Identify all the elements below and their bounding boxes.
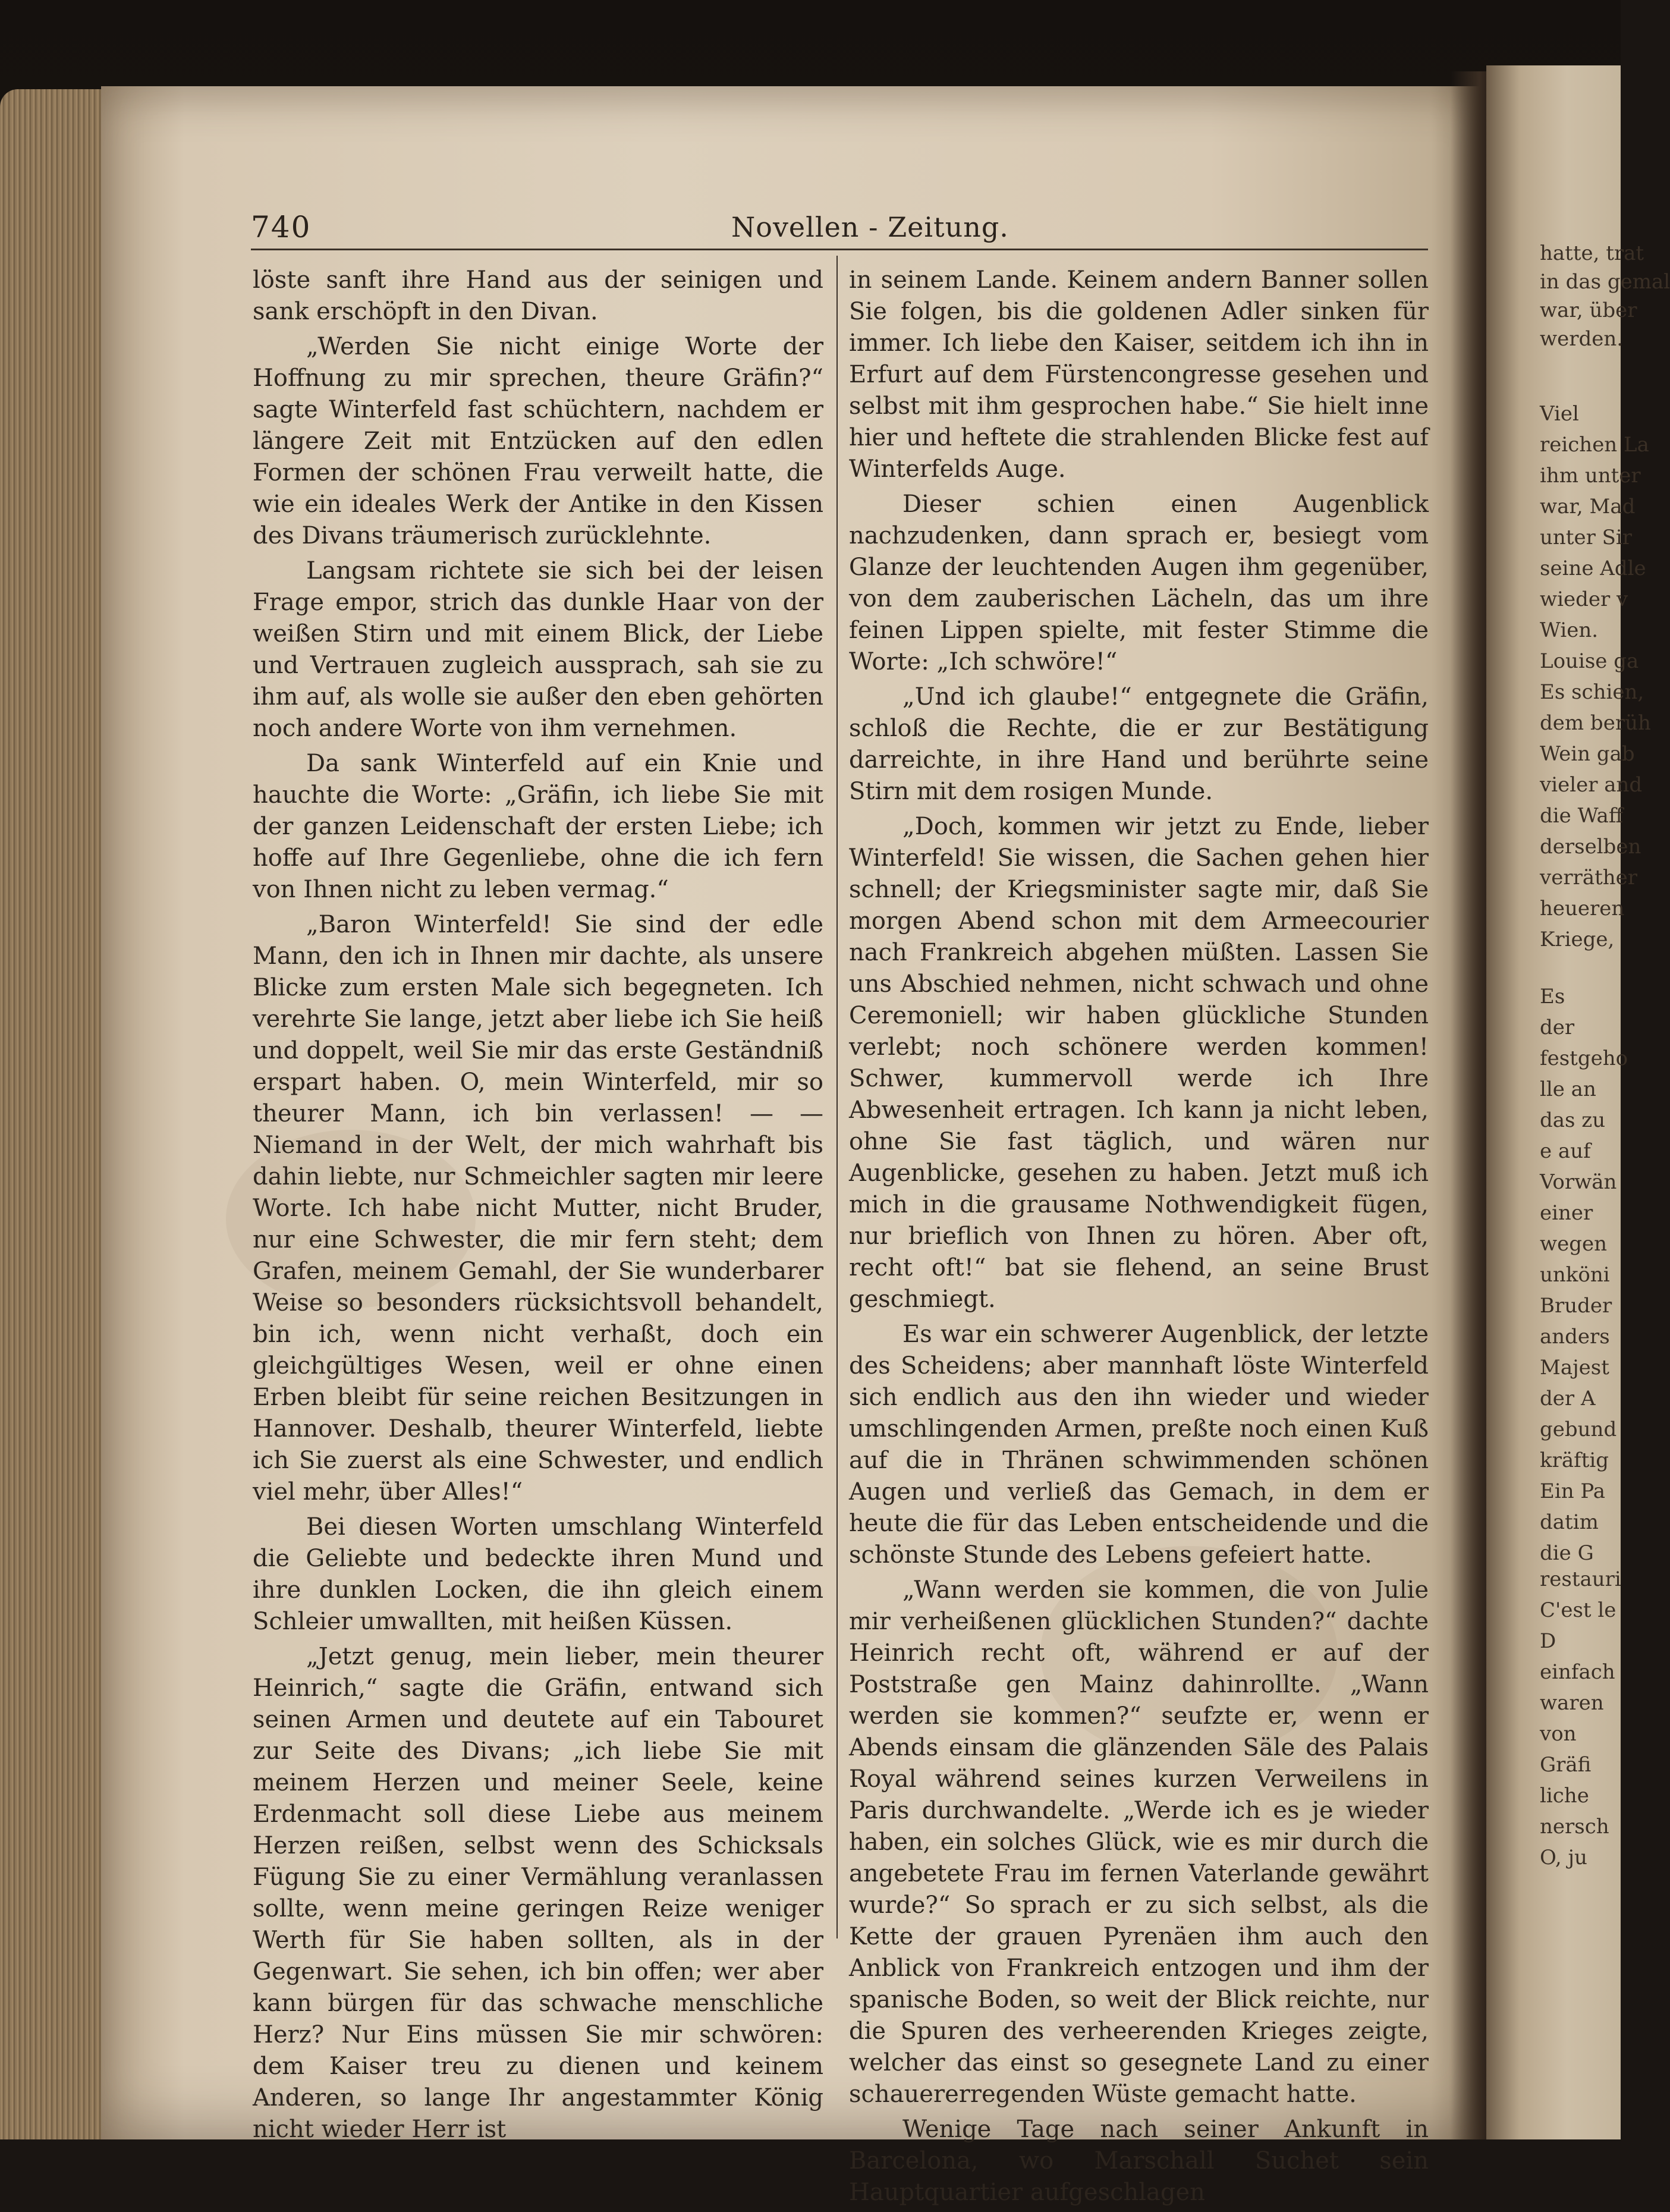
column-divider xyxy=(836,256,838,1938)
adjacent-page-fragment: wieder v xyxy=(1540,587,1628,611)
header-rule xyxy=(251,249,1428,250)
adjacent-page-fragment: der xyxy=(1540,1016,1575,1039)
adjacent-page-fragment: Majest xyxy=(1540,1356,1609,1380)
adjacent-page-fragment: Kriege, xyxy=(1540,928,1615,951)
adjacent-page-fragment: Wien. xyxy=(1540,618,1599,642)
adjacent-page-fragment: waren xyxy=(1540,1691,1604,1715)
adjacent-page-fragment: Bruder xyxy=(1540,1294,1612,1318)
adjacent-page-fragment: war, über xyxy=(1540,299,1637,322)
adjacent-page-fragment: liche xyxy=(1540,1784,1589,1808)
adjacent-page-fragment: von xyxy=(1540,1722,1577,1746)
paragraph: „Jetzt genug, mein lieber, mein theurer Heinrich,“ sagte die Gräfin, entwand sich seinen Armen und deutete auf ein Tabouret zur Seite des Divans; „ich liebe Sie mit meinem Herzen und meiner Seele, keine Erdenmacht soll diese Liebe aus meinem Herzen reißen, selbst wenn des Schicksals Fügung Sie zu einer Vermählung veranlassen sollte, wenn meine geringen Reize weniger Werth für Sie haben sollten, als in der Gegenwart. Sie sehen, ich bin offen; wer aber kann bürgen für das schwache menschliche Herz? Nur Eins müssen Sie mir schwören: dem Kaiser treu zu dienen und keinem Anderen, so lange Ihr angestammter König nicht wieder Herr ist xyxy=(253,1643,823,2143)
paragraph: „Doch, kommen wir jetzt zu Ende, lieber Winterfeld! Sie wissen, die Sachen gehen hier schnell; der Kriegsminister sagte mir, daß Sie morgen Abend schon mit dem Armeecourier nach Frankreich abgehen müßten. Lassen Sie uns Abschied nehmen, nicht schwach und ohne Ceremoniell; wir haben glückliche Stunden verlebt; noch schönere werden kommen! Schwer, kummervoll werde ich Ihre Abwesenheit ertragen. Ich kann ja nicht leben, ohne Sie fast täglich, und wären nur Augenblicke, gesehen zu haben. Jetzt muß ich mich in die grausame Nothwendigkeit fügen, nur brieflich von Ihnen zu hören. Aber oft, recht oft!“ bat sie flehend, an seine Brust geschmiegt. xyxy=(849,813,1429,1313)
adjacent-page-fragment: Es schien, xyxy=(1540,680,1644,704)
adjacent-page-fragment: dem berüh xyxy=(1540,711,1651,735)
running-title: Novellen - Zeitung. xyxy=(731,211,1009,243)
adjacent-page-fragment: e auf xyxy=(1540,1139,1591,1163)
adjacent-page-fragment: in das gemal xyxy=(1540,270,1670,294)
left-column xyxy=(253,265,823,2149)
adjacent-page-fragment: nersch xyxy=(1540,1815,1609,1839)
adjacent-page-fragment: Louise ga xyxy=(1540,649,1639,673)
paragraph: „Und ich glaube!“ entgegnete die Gräfin, schloß die Rechte, die er zur Bestätigung darreichte, in ihre Hand und berührte seine Stirn mit dem rosigen Munde. xyxy=(849,683,1429,805)
paragraph: Es war ein schwerer Augenblick, der letzte des Scheidens; aber mannhaft löste Winterfeld sich endlich aus den ihn wieder und wieder umschlingenden Armen, preßte noch einen Kuß auf die in Thränen schwimmenden schönen Augen und verließ das Gemach, in dem er heute die für das Leben entscheidende und die schönste Stunde des Lebens gefeiert hatte. xyxy=(849,1321,1429,1569)
paragraph: „Werden Sie nicht einige Worte der Hoffnung zu mir sprechen, theure Gräfin?“ sagte Winterfeld fast schüchtern, nachdem er längere Zeit mit Entzücken auf den edlen Formen der schönen Frau verweilt hatte, die wie ein ideales Werk der Antike in den Kissen des Divans träumerisch zurücklehnte. xyxy=(253,333,823,549)
adjacent-page-fragment: D xyxy=(1540,1629,1556,1653)
adjacent-page-fragment: Ein Pa xyxy=(1540,1479,1606,1503)
adjacent-page-fragment: werden. xyxy=(1540,327,1624,351)
adjacent-page-fragment: reichen La xyxy=(1540,433,1649,457)
adjacent-page-fragment: Viel xyxy=(1540,402,1579,426)
adjacent-page-fragment: unköni xyxy=(1540,1263,1610,1287)
paragraph: löste sanft ihre Hand aus der seinigen und sank erschöpft in den Divan. xyxy=(253,266,823,325)
adjacent-page-fragment: restauri xyxy=(1540,1567,1621,1591)
adjacent-page-fragment: lle an xyxy=(1540,1077,1596,1101)
adjacent-page-fragment: Vorwän xyxy=(1540,1170,1617,1194)
adjacent-page-fragment: einfach xyxy=(1540,1660,1615,1684)
adjacent-page-fragment: unter Sir xyxy=(1540,526,1633,549)
paragraph: Bei diesen Worten umschlang Winterfeld die Geliebte und bedeckte ihren Mund und ihre dunklen Locken, die ihn gleich einem Schleier umwallten, mit heißen Küssen. xyxy=(253,1513,823,1635)
adjacent-page-fragment: festgeho xyxy=(1540,1047,1628,1070)
adjacent-page-fragment: die G xyxy=(1540,1541,1594,1565)
adjacent-page-fragment: gebund xyxy=(1540,1418,1617,1441)
adjacent-page-fragment: anders xyxy=(1540,1325,1610,1349)
adjacent-page-fragment: ihm unter xyxy=(1540,464,1641,488)
paragraph: „Wann werden sie kommen, die von Julie mir verheißenen glücklichen Stunden?“ dachte Heinrich recht oft, während er auf der Poststraße gen Mainz dahinrollte. „Wann werden sie kommen?“ seufzte er, wenn er Abends einsam die glänzenden Säle des Palais Royal während seines kurzen Verweilens in Paris durchwandelte. „Werde ich es je wieder haben, ein solches Glück, wie es mir durch die angebetete Frau im fernen Vaterlande gewährt wurde?“ So sprach er zu sich selbst, als die Kette der grauen Pyrenäen ihm auch den Anblick von Frankreich entzogen und ihm der spanische Boden, so weit der Blick reichte, nur die Spuren des verheerenden Krieges zeigte, welcher das einst so gesegnete Land zu einer schauererregenden Wüste gemacht hatte. xyxy=(849,1576,1429,2108)
paragraph: Wenige Tage nach seiner Ankunft in Barcelona, wo Marschall Suchet sein Hauptquartier aufgeschlagen xyxy=(849,2116,1429,2206)
adjacent-page-fragment: Wein gab xyxy=(1540,742,1635,766)
adjacent-page-fragment: datim xyxy=(1540,1510,1599,1534)
adjacent-page-fragment: vieler and xyxy=(1540,773,1643,797)
paragraph: Dieser schien einen Augenblick nachzudenken, dann sprach er, besiegt vom Glanze der leuchtenden Augen ihm gegenüber, von dem zauberischen Lächeln, das um ihre feinen Lippen spielte, mit fester Stimme die Worte: „Ich schwöre!“ xyxy=(849,491,1429,675)
adjacent-page-fragment: kräftig xyxy=(1540,1449,1609,1472)
paragraph: in seinem Lande. Keinem andern Banner sollen Sie folgen, bis die goldenen Adler sinken für immer. Ich liebe den Kaiser, seitdem ich ihn in Erfurt auf dem Fürstencongresse gesehen und selbst mit ihm gesprochen habe.“ Sie hielt inne hier und heftete die strahlenden Blicke fest auf Winterfelds Auge. xyxy=(849,266,1429,483)
adjacent-page-fragment: wegen xyxy=(1540,1232,1608,1256)
page-number: 740 xyxy=(251,210,312,244)
adjacent-page-fragment: Es xyxy=(1540,985,1565,1008)
adjacent-page-fragment: die Waff xyxy=(1540,804,1623,828)
adjacent-page-fragment: einer xyxy=(1540,1201,1593,1225)
paragraph: Da sank Winterfeld auf ein Knie und hauchte die Worte: „Gräfin, ich liebe Sie mit der ganzen Leidenschaft der ersten Liebe; ich hoffe auf Ihre Gegenliebe, ohne die ich fern von Ihnen nicht zu leben vermag.“ xyxy=(253,750,823,903)
adjacent-page-fragment: C'est le xyxy=(1540,1598,1616,1622)
adjacent-page-fragment: heueren xyxy=(1540,897,1625,920)
adjacent-page-fragment: war, Mad xyxy=(1540,495,1636,519)
paragraph: Langsam richtete sie sich bei der leisen Frage empor, strich das dunkle Haar von der weißen Stirn und mit einem Blick, der Liebe und Vertrauen zugleich aussprach, sah sie zu ihm auf, als wolle sie außer den eben gehörten noch andere Worte von ihm vernehmen. xyxy=(253,557,823,742)
adjacent-page-fragment: derselben xyxy=(1540,835,1641,859)
adjacent-page-fragment: hatte, trat xyxy=(1540,241,1644,265)
adjacent-page-fragment: das zu xyxy=(1540,1108,1606,1132)
adjacent-page-fragment: O, ju xyxy=(1540,1846,1587,1869)
adjacent-page-fragment: der A xyxy=(1540,1387,1596,1410)
right-column xyxy=(849,265,1429,2212)
adjacent-page-fragment: Gräfi xyxy=(1540,1753,1592,1777)
paragraph: „Baron Winterfeld! Sie sind der edle Mann, den ich in Ihnen mir dachte, als unsere Blicke zum ersten Male sich begegneten. Ich verehrte Sie lange, jetzt aber liebe ich Sie heiß und doppelt, weil Sie mir das erste Geständniß erspart haben. O, mein Winterfeld, mir so theurer Mann, ich bin verlassen! — — Niemand in der Welt, der mich wahrhaft bis dahin liebte, nur Schmeichler sagten mir leere Worte. Ich habe nicht Mutter, nicht Bruder, nur eine Schwester, die mir fern steht; dem Grafen, meinem Gemahl, der Sie wunderbarer Weise so besonders rücksichtsvoll behandelt, bin ich, wenn nicht verhaßt, doch ein gleichgültiges Wesen, weil er ohne einen Erben bleibt für seine reichen Besitzungen in Hannover. Deshalb, theurer Winterfeld, liebte ich Sie zuerst als eine Schwester, und endlich viel mehr, über Alles!“ xyxy=(253,911,823,1506)
adjacent-page-fragment: seine Adle xyxy=(1540,557,1646,580)
adjacent-page-fragment: verräther xyxy=(1540,866,1638,890)
